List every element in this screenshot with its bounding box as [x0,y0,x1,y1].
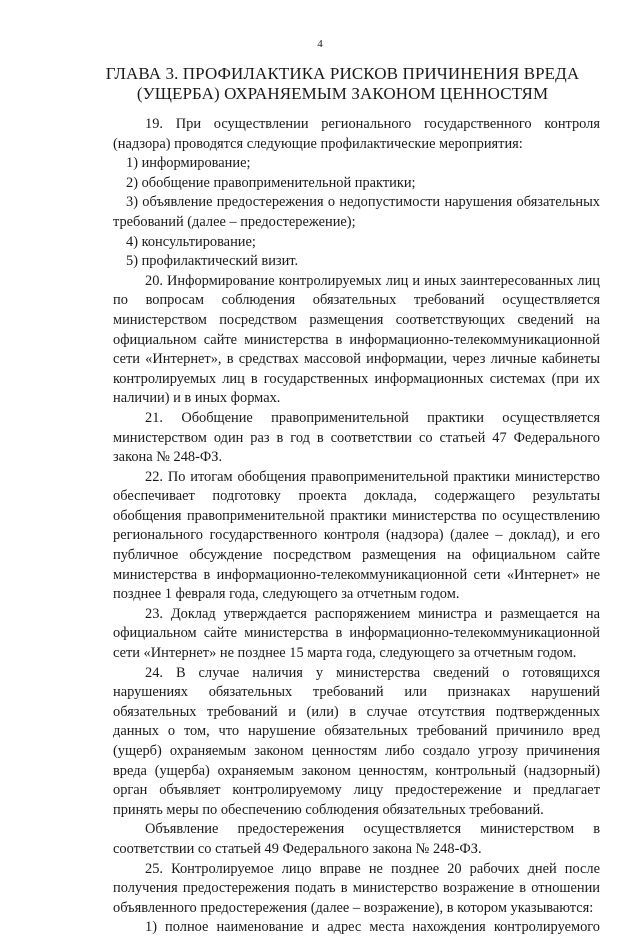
list-item-preventive-visit: 5) профилактический визит. [126,253,299,270]
paragraph-21: 21. Обобщение правоприменительной практики осуществляется министерством один раз в год в соответствии со статьей 47 Федерального закона № 248-ФЗ. [113,409,600,466]
paragraph-19: 19. При осуществлении регионального государственного контроля (надзора) проводятся следующие профилактические мероприятия: [113,116,600,152]
paragraph-22: 22. По итогам обобщения правоприменительной практики министерство обеспечивает подготовку проекта доклада, содержащего результаты обобщения правоприменительной практики министерства по осуществлению регионального государственного контроля (надзора) (далее – доклад), и его публичное обсуждение посредством размещения на официальном сайте министерства в информационно-телекоммуникационной сети «Интернет» не позднее 1 февраля года, следующего за отчетным годом. [113,468,600,603]
page-number: 4 [317,38,323,50]
list-item-warning: 3) объявление предостережения о недопустимости нарушения обязательных требований (далее – предостережение); [113,194,600,230]
chapter-title: ГЛАВА 3. ПРОФИЛАКТИКА РИСКОВ ПРИЧИНЕНИЯ ВРЕДА (УЩЕРБА) ОХРАНЯЕМЫМ ЗАКОНОМ ЦЕННОСТЯМ [105,64,580,103]
paragraph-24-note: Объявление предостережения осуществляется министерством в соответствии со статьей 49 Федерального закона № 248-ФЗ. [113,821,600,857]
paragraph-23: 23. Доклад утверждается распоряжением министра и размещается на официальном сайте министерства в информационно-телекоммуникационной сети «Интернет» не позднее 15 марта года, следующего за отчетным годом. [113,605,600,662]
document-body [113,115,600,938]
paragraph-25: 25. Контролируемое лицо вправе не позднее 20 рабочих дней после получения предостережения подать в министерство возражение в отношении объявленного предостережения (далее – возражение), в котором указываются: [113,860,600,916]
paragraph-25-item-1: 1) полное наименование и адрес места нахождения контролируемого [145,919,600,936]
list-item-informing: 1) информирование; [126,155,251,172]
paragraph-24: 24. В случае наличия у министерства сведений о готовящихся нарушениях обязательных требований или признаках нарушений обязательных требований и (или) в случае отсутствия подтвержденных данных о том, что нарушение обязательных требований причинило вред (ущерб) охраняемым законом ценностям либо создало угрозу причинения вреда (ущерба) охраняемым законом ценностям, контрольный (надзорный) орган объявляет контролируемому лицу предостережение и предлагает принять меры по обеспечению соблюдения обязательных требований. [113,664,600,818]
list-item-generalization: 2) обобщение правоприменительной практики; [126,174,416,191]
list-item-consulting: 4) консультирование; [126,233,256,250]
paragraph-20: 20. Информирование контролируемых лиц и иных заинтересованных лиц по вопросам соблюдения обязательных требований осуществляется министерством посредством размещения соответствующих сведений на официальном сайте министерства в информационно-телекоммуникационной сети «Интернет», в средствах массовой информации, через личные кабинеты контролируемых лиц в государственных информационных системах (при их наличии) и в иных формах. [113,272,600,407]
